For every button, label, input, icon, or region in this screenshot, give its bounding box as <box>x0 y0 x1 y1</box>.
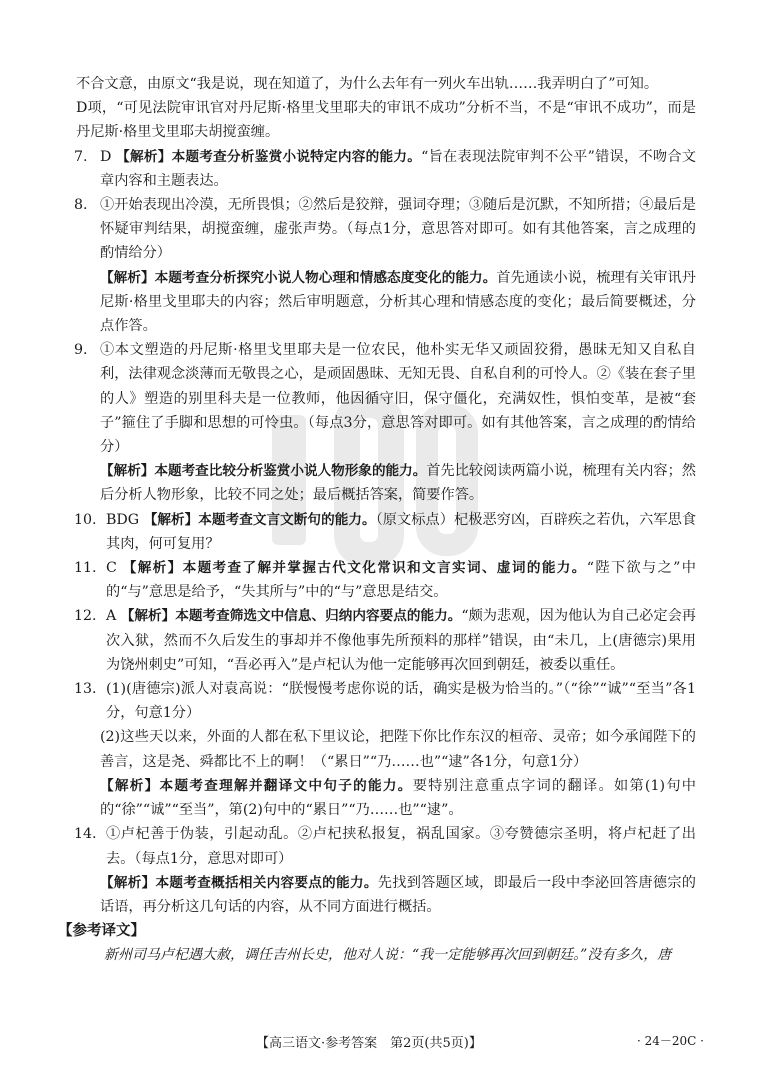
answer-text: ①本文塑造的丹尼斯·格里戈里耶夫是一位农民，他朴实无华又顽固狡猾，愚昧无知又自私自利，法律观念淡薄而无敬畏之心，是顽固愚昧、无知无畏、自私自利的可怜人。②《装在套子里的人》塑造的别里科夫是一位教师，他因循守旧，保守僵化，充满奴性，惧怕变革，是被“套子”箍住了手脚和思想的可怜虫。（每点3分，意思答对即可。如有其他答案，言之成理的酌情给分） <box>100 342 696 456</box>
question-14 <box>76 822 696 870</box>
answer-letter: C <box>106 560 117 577</box>
question-9 <box>76 338 696 459</box>
question-14-analysis <box>76 871 696 919</box>
analysis-label: 【解析】本题考查文言文断句的能力。 <box>143 511 376 528</box>
answer-page <box>58 72 697 967</box>
analysis-label: 【解析】本题考查筛选文中信息、归纳内容要点的能力。 <box>120 608 462 625</box>
analysis-text: 首先通读小说，梳理有关审讯丹尼斯·格里戈里耶夫的内容；然后审明题意，分析其心理和情感态度的变化；最后简要概述，分点作答。 <box>100 269 696 335</box>
answer-letter: BDG <box>106 511 140 528</box>
question-number: 13. <box>74 681 97 698</box>
intro-line-2: D项，“可见法院审讯官对丹尼斯·格里戈里耶夫的审讯不成功”分析不当，不是“审讯不成功”，而是丹尼斯·格里戈里耶夫胡搅蛮缠。 <box>76 100 696 141</box>
analysis-label: 【解析】本题考查分析探究小说人物心理和情感态度变化的能力。 <box>100 269 497 286</box>
analysis-label: 【解析】本题考查理解并翻译文中句子的能力。 <box>100 777 413 794</box>
question-13-analysis <box>76 774 696 822</box>
question-9-analysis <box>76 459 696 507</box>
translation-heading: 【参考译文】 <box>58 923 145 940</box>
question-8-analysis <box>76 266 696 339</box>
translation-part-1: (1)(唐德宗)派人对袁高说：“朕慢慢考虑你说的话，确实是极为恰当的。”（“徐”“诚”“至当”各1分，句意1分） <box>106 681 696 722</box>
analysis-text: “旨在表现法院审判不公平”错误，不吻合文章内容和主题表达。 <box>100 148 696 189</box>
question-number: 7. <box>74 148 88 165</box>
question-13 <box>76 677 696 725</box>
question-7 <box>76 145 696 193</box>
question-13-part-2 <box>76 725 696 773</box>
analysis-text: 先找到答题区域，即最后一段中李泌回答唐德宗的话语，再分析这几句话的内容，从不同方面进行概括。 <box>100 874 696 915</box>
analysis-label: 【解析】本题考查比较分析鉴赏小说人物形象的能力。 <box>100 463 427 480</box>
analysis-label: 【解析】本题考查概括相关内容要点的能力。 <box>100 874 378 891</box>
question-10 <box>76 508 696 556</box>
answer-text: ①开始表现出冷漠，无所畏惧；②然后是狡辩，强词夺理；③随后是沉默，不知所措；④最后是怀疑审判结果，胡搅蛮缠，虚张声势。（每点1分，意思答对即可。如有其他答案，言之成理的酌情给分） <box>100 197 696 262</box>
translation-text: 新州司马卢杞遇大赦，调任吉州长史，他对人说：“我一定能够再次回到朝廷。”没有多久，唐 <box>104 947 672 964</box>
analysis-text: “颇为悲观，因为他认为自己必定会再次入狱，然而不久后发生的事却并不像他事先所预料的那样”错误，由“未几，上(唐德宗)果用为饶州刺史”可知，“吾必再入”是卢杞认为他一定能够再次回到朝廷，被委以重任。 <box>106 608 696 673</box>
analysis-text: 首先比较阅读两篇小说，梳理有关内容；然后分析人物形象，比较不同之处；最后概括答案，简要作答。 <box>100 463 696 504</box>
question-8 <box>76 193 696 266</box>
question-11 <box>76 556 696 604</box>
question-number: 14. <box>74 826 97 843</box>
question-number: 8. <box>74 197 88 214</box>
translation-part-2: (2)这些天以来，外面的人都在私下里议论，把陛下你比作东汉的桓帝、灵帝；如今承闻陛下的善言，这是尧、舜都比不上的啊！（“累日”“乃……也”“逮”各1分，句意1分） <box>100 729 696 770</box>
question-number: 9. <box>74 342 88 359</box>
analysis-text: （原文标点）杞极恶穷凶，百辟疾之若仇，六军思食其肉，何可复用？ <box>106 511 697 552</box>
footer-code: · 24－20C · <box>637 1034 704 1048</box>
page-footer <box>0 1032 764 1052</box>
answer-letter: A <box>106 608 117 625</box>
analysis-label: 【解析】本题考查分析鉴赏小说特定内容的能力。 <box>116 148 422 165</box>
analysis-text: “陛下欲与之”中的“与”意思是给予，“失其所与”中的“与”意思是结交。 <box>106 560 696 601</box>
question-12 <box>76 604 696 677</box>
question-number: 10. <box>74 511 97 528</box>
answer-letter: D <box>100 148 112 165</box>
question-number: 11. <box>74 560 97 577</box>
footer-page-info: 【高三语文·参考答案 第2页(共5页)】 <box>256 1036 482 1051</box>
analysis-text: 要特别注意重点字词的翻译。如第(1)句中的“徐”“诚”“至当”，第(2)句中的“累日”“乃……也”“逮”。 <box>100 777 696 819</box>
analysis-label: 【解析】本题考查了解并掌握古代文化常识和文言实词、虚词的能力。 <box>122 560 587 577</box>
question-number: 12. <box>74 608 97 625</box>
answer-text: ①卢杞善于伪装，引起动乱。②卢杞挟私报复，祸乱国家。③夸赞德宗圣明，将卢杞赶了出去。（每点1分，意思对即可） <box>106 826 696 867</box>
intro-line-1: 不合文意，由原文“我是说，现在知道了，为什么去年有一列火车出轨……我弄明白了”可知。 <box>76 76 659 92</box>
